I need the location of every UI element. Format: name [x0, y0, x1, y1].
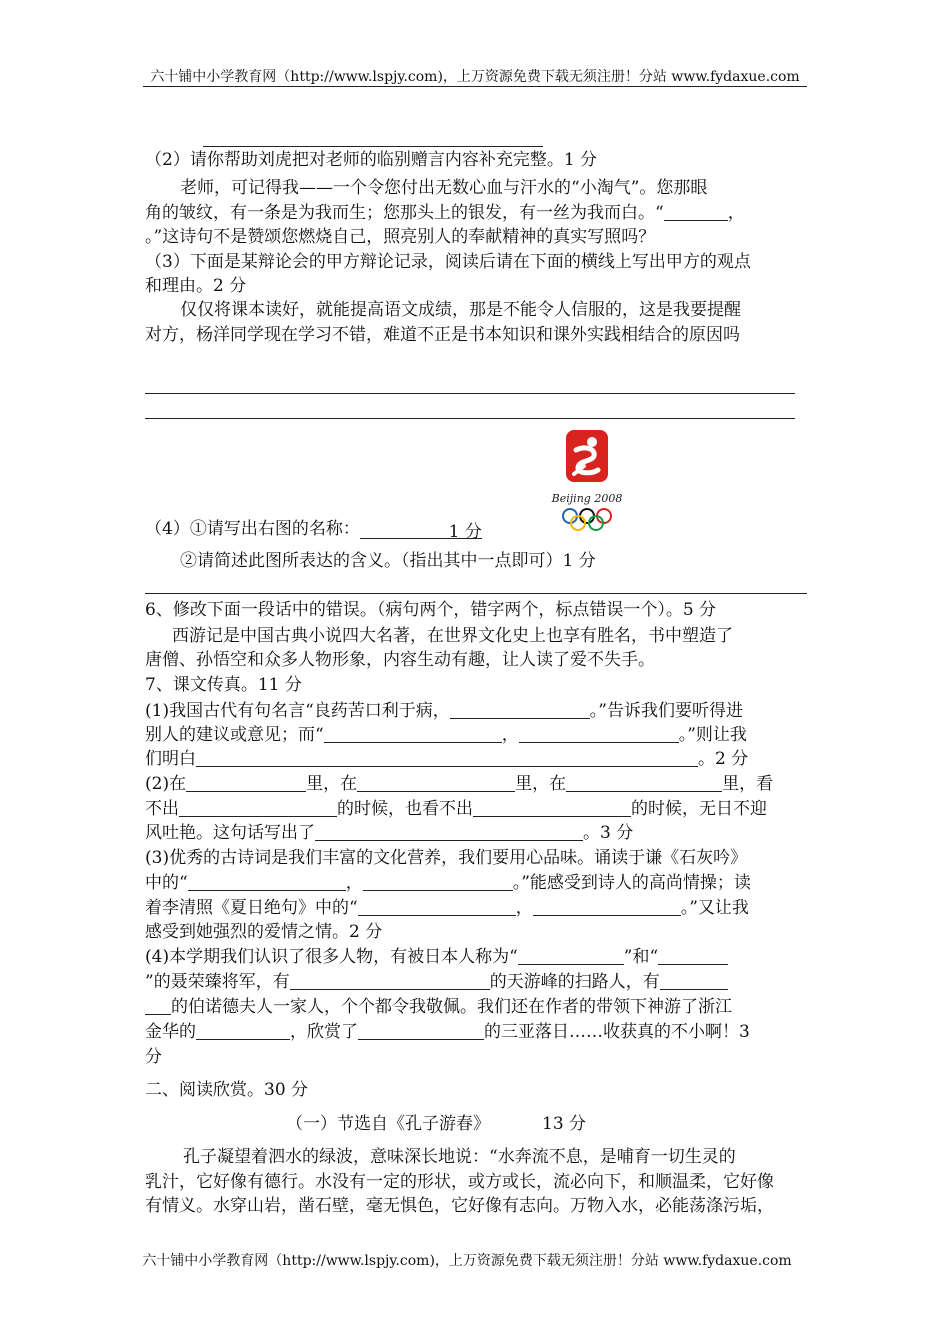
blank[interactable]	[290, 971, 490, 990]
blank[interactable]	[186, 773, 306, 792]
blank[interactable]	[324, 724, 502, 743]
passage-line-3: 有情义。水穿山岩，凿石壁，毫无惧色，它好像有志向。万物入水，必能荡涤污垢，	[145, 1196, 774, 1216]
passage-line-2: 乳汁，它好像有德行。水没有一定的形状，或方或长，流必向下，和顺温柔，它好像	[145, 1172, 774, 1192]
question-6-title: 6、修改下面一段话中的错误。（病句两个，错字两个，标点错误一个）。5 分	[145, 600, 717, 620]
section-1-title: （一）节选自《孔子游春》 13 分	[286, 1114, 587, 1134]
blank[interactable]	[188, 872, 346, 891]
logo-name-blank[interactable]	[360, 520, 482, 542]
question-2-title: （2）请你帮助刘虎把对老师的临别赠言内容补充完整。1 分	[145, 150, 598, 170]
question-4-line-2: ②请简述此图所表达的含义。（指出其中一点即可）1 分	[180, 551, 596, 571]
q3-line-2: 对方，杨洋同学现在学习不错，难道不正是书本知识和课外实践相结合的原因吗	[145, 325, 740, 345]
q7-3-line-4: 感受到她强烈的爱情之情。2 分	[145, 922, 383, 942]
passage-line-1: 孔子凝望着泗水的绿波，意味深长地说：“水奔流不息，是哺育一切生灵的	[183, 1147, 736, 1167]
answer-line	[203, 146, 543, 147]
part-2-title: 二、阅读欣赏。30 分	[145, 1080, 309, 1100]
q6-line-2: 唐僧、孙悟空和众多人物形象，内容生动有趣，让人读了爱不失手。	[145, 650, 655, 670]
page-header: 六十铺中小学教育网（http://www.lspjy.com)，上万资源免费下载无须注册！分站 www.fydaxue.com	[150, 69, 800, 85]
blank[interactable]	[145, 996, 171, 1015]
blank[interactable]	[450, 700, 590, 719]
question-3-title: （3）下面是某辩论会的甲方辩论记录，阅读后请在下面的横线上写出甲方的观点	[145, 252, 751, 272]
blank[interactable]	[658, 946, 728, 965]
answer-line[interactable]	[145, 393, 795, 394]
q6-line-1: 西游记是中国古典小说四大名著，在世界文化史上也享有胜名，书中塑造了	[172, 626, 733, 646]
page-footer: 六十铺中小学教育网（http://www.lspjy.com)，上万资源免费下载无须注册！分站 www.fydaxue.com	[142, 1253, 792, 1269]
blank[interactable]	[358, 1021, 484, 1040]
blank[interactable]	[519, 724, 679, 743]
blank[interactable]	[196, 1021, 290, 1040]
blank[interactable]	[518, 946, 624, 965]
q7-3-line-3: 着李清照《夏日绝句》中的“ ， 。”又让我	[145, 898, 749, 918]
q2-line-1: 老师，可记得我——一个令您付出无数心血与汗水的“小淘气”。您那眼	[180, 178, 708, 198]
score: 13 分	[542, 1114, 587, 1134]
question-3-title-2: 和理由。2 分	[145, 276, 247, 296]
blank[interactable]	[660, 971, 728, 990]
q7-4-line-4: 金华的 ，欣赏了 的三亚落日……收获真的不小啊！3	[145, 1022, 750, 1042]
blank[interactable]	[363, 872, 513, 891]
q7-2-line-2: 不出 的时候，也看不出 的时候，无日不迎	[145, 799, 767, 819]
q7-1-line-1: (1)我国古代有句名言“良药苦口利于病， 。”告诉我们要听得进	[145, 701, 743, 721]
blank[interactable]	[179, 798, 337, 817]
q2-line-3: 。”这诗句不是赞颂您燃烧自己，照亮别人的奉献精神的真实写照吗？	[145, 227, 656, 247]
question-4-line-1: （4）①请写出右图的名称： 1 分	[145, 519, 482, 542]
q7-4-line-5: 分	[145, 1047, 162, 1067]
q7-1-line-3: 们明白 。2 分	[145, 749, 749, 769]
q7-4-line-2: ”的聂荣臻将军，有 的天游峰的扫路人，有	[145, 970, 807, 994]
q7-3-line-2: 中的“ ， 。”能感受到诗人的高尚情操；读	[145, 873, 751, 893]
answer-line[interactable]	[145, 418, 795, 419]
q7-1-line-2: 别人的建议或意见；而“ ， 。”则让我	[145, 725, 747, 745]
blank[interactable]	[357, 773, 515, 792]
blank[interactable]	[196, 748, 698, 767]
q7-2-line-1: (2)在 里，在 里，在 里，看	[145, 774, 774, 794]
q2-line-2: 角的皱纹，有一条是为我而生；您那头上的银发，有一丝为我而白。“ ，	[145, 203, 745, 223]
answer-line[interactable]	[145, 593, 807, 594]
logo-text: Beijing 2008	[551, 492, 623, 505]
blank[interactable]	[566, 773, 722, 792]
q7-3-line-1: (3)优秀的古诗词是我们丰富的文化营养，我们要用心品味。诵读于谦《石灰吟》	[145, 848, 748, 868]
score: 1 分	[448, 522, 482, 542]
blank[interactable]	[358, 897, 516, 916]
question-7-title: 7、课文传真。11 分	[145, 675, 302, 695]
q3-line-1: 仅仅将课本读好，就能提高语文成绩，那是不能令人信服的，这是我要提醒	[180, 300, 741, 320]
q7-4-line-1: (4)本学期我们认识了很多人物，有被日本人称为“ ”和“	[145, 945, 807, 969]
blank[interactable]	[533, 897, 681, 916]
blank[interactable]	[315, 822, 583, 841]
blank[interactable]	[664, 202, 728, 221]
header-rule	[143, 86, 807, 87]
q7-4-line-3: 的伯诺德夫人一家人，个个都令我敬佩。我们还在作者的带领下神游了浙江	[145, 995, 807, 1019]
q7-2-line-3: 风吐艳。这句话写出了 。3 分	[145, 823, 634, 843]
blank[interactable]	[473, 798, 631, 817]
